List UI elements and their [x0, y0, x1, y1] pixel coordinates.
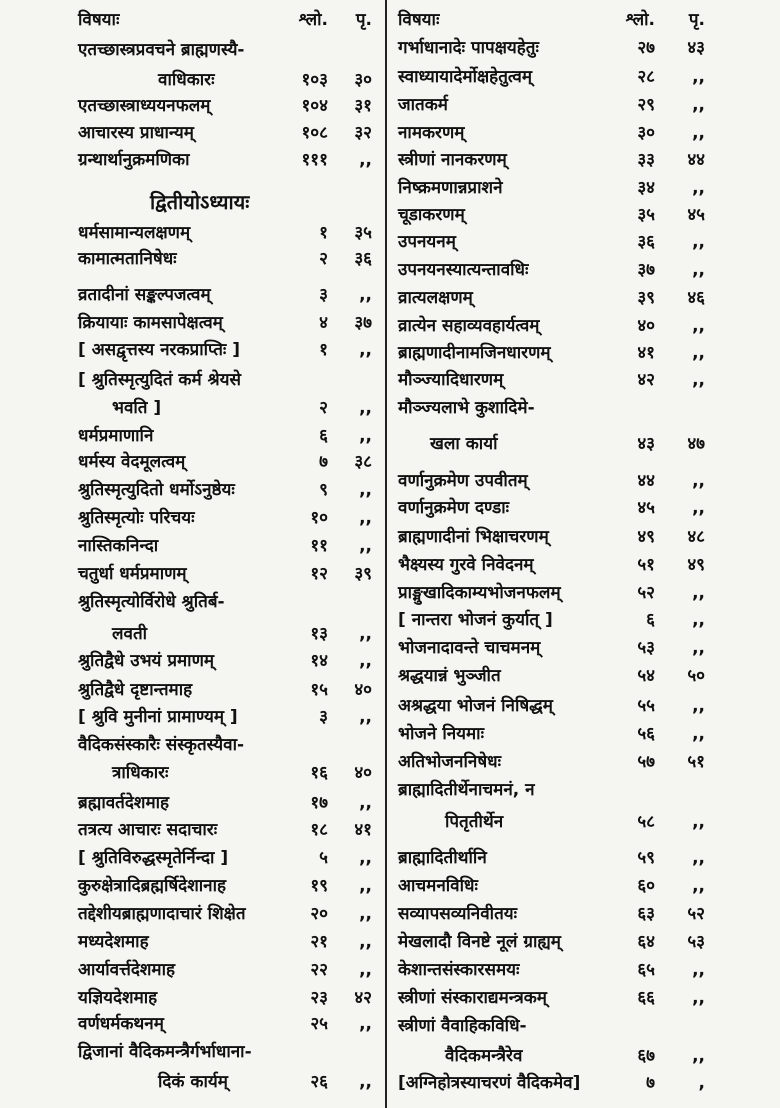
header-subject: विषयाः — [398, 10, 440, 30]
entry-shloka-number: ५७ — [637, 752, 655, 772]
entry-shloka-number: २३ — [310, 988, 328, 1008]
entry-title: ब्राह्मादितीर्थानि — [398, 848, 487, 868]
entry-shloka-number: १ — [319, 223, 328, 243]
entry-shloka-number: ४५ — [637, 498, 655, 518]
entry-page-number: ,, — [692, 638, 705, 658]
entry-page-number: ,, — [692, 583, 705, 603]
entry-page-number: ,, — [692, 67, 705, 87]
entry-title: यज्ञियदेशमाह — [78, 988, 158, 1008]
entry-title: क्रियायाः कामसापेक्षत्वम् — [78, 313, 223, 333]
entry-page-number: ३६ — [354, 249, 372, 269]
entry-shloka-number: ५५ — [637, 696, 655, 716]
entry-page-number: ,, — [692, 812, 705, 832]
entry-title: [ असद्वृत्तस्य नरकप्राप्तिः ] — [78, 340, 241, 360]
entry-shloka-number: १९ — [310, 876, 328, 896]
entry-title: वर्णानुक्रमेण दण्डाः — [398, 498, 510, 518]
entry-page-number: ,, — [692, 498, 705, 518]
entry-title: भोजनादावन्ते चाचमनम् — [398, 638, 541, 658]
entry-shloka-number: ३५ — [637, 205, 655, 225]
entry-title: श्रुतिद्वैधे दृष्टान्तमाह — [78, 680, 193, 700]
entry-shloka-number: २१ — [310, 932, 328, 952]
entry-title: श्रुतिद्वैधे उभयं प्रमाणम् — [78, 651, 215, 671]
entry-shloka-number: ७ — [319, 452, 328, 472]
entry-title: भैक्ष्यस्य गुरवे निवेदनम् — [398, 555, 534, 575]
entry-shloka-number: २० — [310, 904, 328, 924]
entry-shloka-number: ३० — [637, 123, 655, 143]
entry-title: प्राङ्मुखादिकाम्यभोजनफलम् — [398, 583, 561, 603]
entry-shloka-number: १२ — [310, 564, 328, 584]
entry-shloka-number: १० — [310, 508, 328, 528]
entry-title: मौञ्ज्यलाभे कुशादिमे- — [398, 398, 535, 418]
entry-title: ब्राह्मणादीनामजिनधारणम् — [398, 343, 551, 363]
entry-title: स्त्रीणां संस्काराद्यमन्त्रकम् — [398, 988, 547, 1008]
entry-title: द्विजानां वैदिकमन्त्रैर्गर्भाधाना- — [78, 1042, 252, 1062]
entry-shloka-number: ४ — [319, 313, 328, 333]
entry-shloka-number: १०३ — [301, 70, 328, 90]
entry-page-number: ,, — [359, 150, 372, 170]
entry-page-number: ४७ — [687, 434, 705, 454]
entry-page-number: ३० — [354, 70, 372, 90]
entry-page-number: ४८ — [687, 527, 705, 547]
entry-page-number: ४३ — [687, 38, 705, 58]
entry-page-number: ,, — [359, 624, 372, 644]
entry-shloka-number: ३४ — [637, 178, 655, 198]
entry-shloka-number: ६३ — [637, 904, 655, 924]
header-shloka: श्लो. — [625, 10, 655, 30]
entry-title: जातकर्म — [398, 95, 448, 115]
entry-shloka-number: ६६ — [637, 988, 655, 1008]
entry-shloka-number: १८ — [310, 820, 328, 840]
entry-shloka-number: ३ — [319, 707, 328, 727]
chapter-heading: द्वितीयोऽध्यायः — [150, 190, 250, 214]
entry-title: खला कार्या — [430, 434, 498, 454]
entry-page-number: ,, — [359, 340, 372, 360]
entry-title: पितृतीर्थेन — [445, 812, 504, 832]
entry-shloka-number: ५४ — [637, 666, 655, 686]
entry-page-number: ,, — [692, 988, 705, 1008]
entry-shloka-number: ५९ — [637, 848, 655, 868]
entry-title: सव्यापसव्यनिवीतयः — [398, 904, 518, 924]
entry-title: उपनयनम् — [398, 232, 456, 252]
entry-page-number: ,, — [692, 960, 705, 980]
entry-shloka-number: ९ — [319, 480, 328, 500]
entry-shloka-number: १ — [319, 340, 328, 360]
entry-title: तद्देशीयब्राह्मणादाचारं शिक्षेत — [78, 904, 246, 924]
entry-page-number: ३९ — [354, 564, 372, 584]
entry-title: स्त्रीणां वैवाहिकविधि- — [398, 1016, 527, 1036]
entry-page-number: ,, — [359, 848, 372, 868]
entry-shloka-number: ५८ — [637, 812, 655, 832]
header-page: पृ. — [688, 10, 705, 30]
entry-title: [अग्निहोत्रस्याचरणं वैदिकमेव] — [398, 1073, 581, 1093]
entry-title: भवति ] — [112, 398, 162, 418]
entry-page-number: ,, — [692, 178, 705, 198]
entry-shloka-number: ५२ — [637, 583, 655, 603]
entry-page-number: ,, — [359, 536, 372, 556]
entry-page-number: ४९ — [687, 555, 705, 575]
entry-shloka-number: ६५ — [637, 960, 655, 980]
entry-title: चूडाकरणम् — [398, 205, 465, 225]
entry-title: श्रद्धयान्नं भुञ्जीत — [398, 666, 501, 686]
entry-title: एतच्छास्त्रप्रवचने ब्राह्मणस्यै- — [78, 40, 245, 60]
entry-title: [ श्रुतिस्मृत्युदितं कर्म श्रेयसे — [78, 370, 241, 390]
entry-page-number: ५० — [687, 666, 705, 686]
entry-title: निष्क्रमणान्नप्राशने — [398, 178, 503, 198]
entry-title: [ नान्तरा भोजनं कुर्यात् ] — [398, 610, 553, 630]
entry-shloka-number: १३ — [310, 624, 328, 644]
entry-page-number: ,, — [359, 960, 372, 980]
entry-title: ब्राह्मणादीनां भिक्षाचरणम् — [398, 527, 549, 547]
entry-page-number: ४२ — [354, 988, 372, 1008]
entry-title: [ श्रुवि मुनीनां प्रामाण्यम् ] — [78, 707, 238, 727]
column-divider — [385, 0, 387, 1108]
entry-page-number: ४१ — [354, 820, 372, 840]
entry-shloka-number: ४३ — [637, 434, 655, 454]
entry-title: वैदिकसंस्कारैः संस्कृतस्यैवा- — [78, 735, 245, 755]
entry-title: धर्मस्य वेदमूलत्वम् — [78, 452, 186, 472]
entry-page-number: , — [698, 1073, 705, 1093]
entry-page-number: ,, — [359, 793, 372, 813]
entry-page-number: ३७ — [354, 313, 372, 333]
entry-page-number: ,, — [692, 1046, 705, 1066]
entry-title: धर्मसामान्यलक्षणम् — [78, 223, 191, 243]
entry-page-number: ,, — [692, 316, 705, 336]
entry-shloka-number: २ — [319, 249, 328, 269]
entry-page-number: ५२ — [687, 904, 705, 924]
header-shloka: श्लो. — [298, 10, 328, 30]
entry-shloka-number: ३९ — [637, 288, 655, 308]
entry-page-number: ,, — [692, 610, 705, 630]
entry-title: वैदिकमन्त्रैरेव — [445, 1046, 523, 1066]
entry-shloka-number: ५ — [319, 848, 328, 868]
entry-shloka-number: १११ — [301, 150, 328, 170]
entry-shloka-number: ११ — [310, 536, 328, 556]
entry-title: मध्यदेशमाह — [78, 932, 149, 952]
entry-shloka-number: २८ — [637, 67, 655, 87]
entry-shloka-number: ५१ — [637, 555, 655, 575]
entry-shloka-number: ५३ — [637, 638, 655, 658]
entry-shloka-number: ६ — [646, 610, 655, 630]
entry-title: आर्यावर्त्तदेशमाह — [78, 960, 176, 980]
entry-shloka-number: १४ — [310, 651, 328, 671]
entry-page-number: ४० — [354, 763, 372, 783]
entry-title: दिकं कार्यम् — [158, 1072, 228, 1092]
entry-page-number: ३१ — [354, 96, 372, 116]
entry-title: आचारस्य प्राधान्यम् — [78, 123, 194, 143]
entry-title: वर्णानुक्रमेण उपवीतम् — [398, 471, 528, 491]
entry-shloka-number: २६ — [310, 1072, 328, 1092]
entry-page-number: ३५ — [354, 223, 372, 243]
entry-page-number: ४४ — [687, 150, 705, 170]
entry-title: कुरुक्षेत्रादिब्रह्मर्षिदेशानाह — [78, 876, 227, 896]
entry-page-number: ,, — [359, 285, 372, 305]
entry-title: उपनयनस्यात्यन्तावधिः — [398, 260, 529, 280]
entry-title: व्रात्येन सहाव्यवहार्यत्वम् — [398, 316, 540, 336]
entry-page-number: ,, — [359, 398, 372, 418]
entry-title: धर्मप्रमाणानि — [78, 426, 154, 446]
entry-shloka-number: ६४ — [637, 932, 655, 952]
entry-shloka-number: २७ — [637, 38, 655, 58]
entry-page-number: ,, — [359, 932, 372, 952]
entry-page-number: ,, — [692, 95, 705, 115]
entry-page-number: ,, — [692, 232, 705, 252]
entry-title: श्रुतिस्मृत्योर्विरोधे श्रुतिर्ब- — [78, 592, 225, 612]
entry-title: केशान्तसंस्कारसमयः — [398, 960, 520, 980]
entry-page-number: ,, — [692, 123, 705, 143]
entry-shloka-number: १६ — [310, 763, 328, 783]
entry-shloka-number: ४४ — [637, 471, 655, 491]
entry-page-number: ,, — [692, 876, 705, 896]
entry-page-number: ,, — [692, 848, 705, 868]
entry-title: [ श्रुतिविरुद्धस्मृतेर्निन्दा ] — [78, 848, 229, 868]
entry-page-number: ५१ — [687, 752, 705, 772]
entry-page-number: ,, — [692, 343, 705, 363]
entry-page-number: ,, — [359, 651, 372, 671]
entry-title: नामकरणम् — [398, 123, 465, 143]
entry-shloka-number: ४९ — [637, 527, 655, 547]
entry-title: एतच्छास्त्राध्ययनफलम् — [78, 96, 211, 116]
entry-page-number: ४६ — [687, 288, 705, 308]
entry-page-number: ,, — [359, 508, 372, 528]
entry-page-number: ५३ — [687, 932, 705, 952]
entry-title: व्रात्यलक्षणम् — [398, 288, 473, 308]
entry-title: ग्रन्थार्थानुक्रमणिका — [78, 150, 190, 170]
entry-shloka-number: २ — [319, 398, 328, 418]
entry-shloka-number: ७ — [646, 1073, 655, 1093]
entry-page-number: ,, — [359, 480, 372, 500]
entry-shloka-number: ६० — [637, 876, 655, 896]
entry-shloka-number: १०८ — [301, 123, 328, 143]
entry-title: लवती — [112, 624, 148, 644]
entry-page-number: ४५ — [687, 205, 705, 225]
entry-page-number: ३८ — [354, 452, 372, 472]
entry-shloka-number: १५ — [310, 680, 328, 700]
entry-shloka-number: ६७ — [637, 1046, 655, 1066]
entry-shloka-number: २५ — [310, 1014, 328, 1034]
entry-shloka-number: ३६ — [637, 232, 655, 252]
entry-shloka-number: ३७ — [637, 260, 655, 280]
entry-shloka-number: ५६ — [637, 724, 655, 744]
entry-page-number: ,, — [692, 696, 705, 716]
header-page: पृ. — [355, 10, 372, 30]
entry-shloka-number: २९ — [637, 95, 655, 115]
entry-title: व्रतादीनां सङ्कल्पजत्वम् — [78, 285, 211, 305]
entry-title: ब्रह्मावर्तदेशमाह — [78, 793, 170, 813]
entry-title: श्रुतिस्मृत्युदितो धर्मोऽनुष्ठेयः — [78, 480, 235, 500]
entry-page-number: ,, — [359, 876, 372, 896]
entry-title: तत्रत्य आचारः सदाचारः — [78, 820, 218, 840]
entry-title: मौञ्ज्यादिधारणम् — [398, 370, 504, 390]
entry-page-number: ,, — [359, 904, 372, 924]
entry-page-number: ,, — [692, 471, 705, 491]
entry-title: स्वाध्यायादेर्मोक्षहेतुत्वम् — [398, 67, 533, 87]
entry-page-number: ४० — [354, 680, 372, 700]
entry-title: वाधिकारः — [158, 70, 215, 90]
entry-title: श्रुतिस्मृत्योः परिचयः — [78, 508, 195, 528]
entry-page-number: ,, — [359, 426, 372, 446]
entry-title: चतुर्धा धर्मप्रमाणम् — [78, 564, 187, 584]
entry-page-number: ३२ — [354, 123, 372, 143]
entry-title: ब्राह्मादितीर्थेनाचमनं, न — [398, 780, 535, 800]
entry-title: स्त्रीणां नानकरणम् — [398, 150, 507, 170]
entry-page-number: ,, — [359, 707, 372, 727]
entry-shloka-number: ३३ — [637, 150, 655, 170]
entry-shloka-number: १७ — [310, 793, 328, 813]
entry-title: अतिभोजननिषेधः — [398, 752, 502, 772]
entry-title: नास्तिकनिन्दा — [78, 536, 159, 556]
entry-shloka-number: ३ — [319, 285, 328, 305]
entry-page-number: ,, — [692, 724, 705, 744]
entry-shloka-number: १०४ — [301, 96, 328, 116]
entry-shloka-number: ४१ — [637, 343, 655, 363]
entry-title: कामात्मतानिषेधः — [78, 249, 177, 269]
entry-title: आचमनविधिः — [398, 876, 478, 896]
entry-shloka-number: ६ — [319, 426, 328, 446]
entry-title: गर्भाधानादेः पापक्षयहेतुः — [398, 38, 539, 58]
entry-page-number: ,, — [692, 370, 705, 390]
entry-title: भोजने नियमाः — [398, 724, 485, 744]
entry-title: अश्रद्धया भोजनं निषिद्धम् — [398, 696, 553, 716]
entry-title: वर्णधर्मकथनम् — [78, 1014, 164, 1034]
entry-page-number: ,, — [359, 1072, 372, 1092]
entry-shloka-number: २२ — [310, 960, 328, 980]
entry-shloka-number: ४० — [637, 316, 655, 336]
entry-page-number: ,, — [359, 1014, 372, 1034]
entry-page-number: ,, — [692, 260, 705, 280]
entry-title: मेखलादौ विनष्टे नूलं ग्राह्यम् — [398, 932, 561, 952]
entry-shloka-number: ४२ — [637, 370, 655, 390]
entry-title: त्राधिकारः — [112, 763, 169, 783]
header-subject: विषयाः — [78, 10, 120, 30]
